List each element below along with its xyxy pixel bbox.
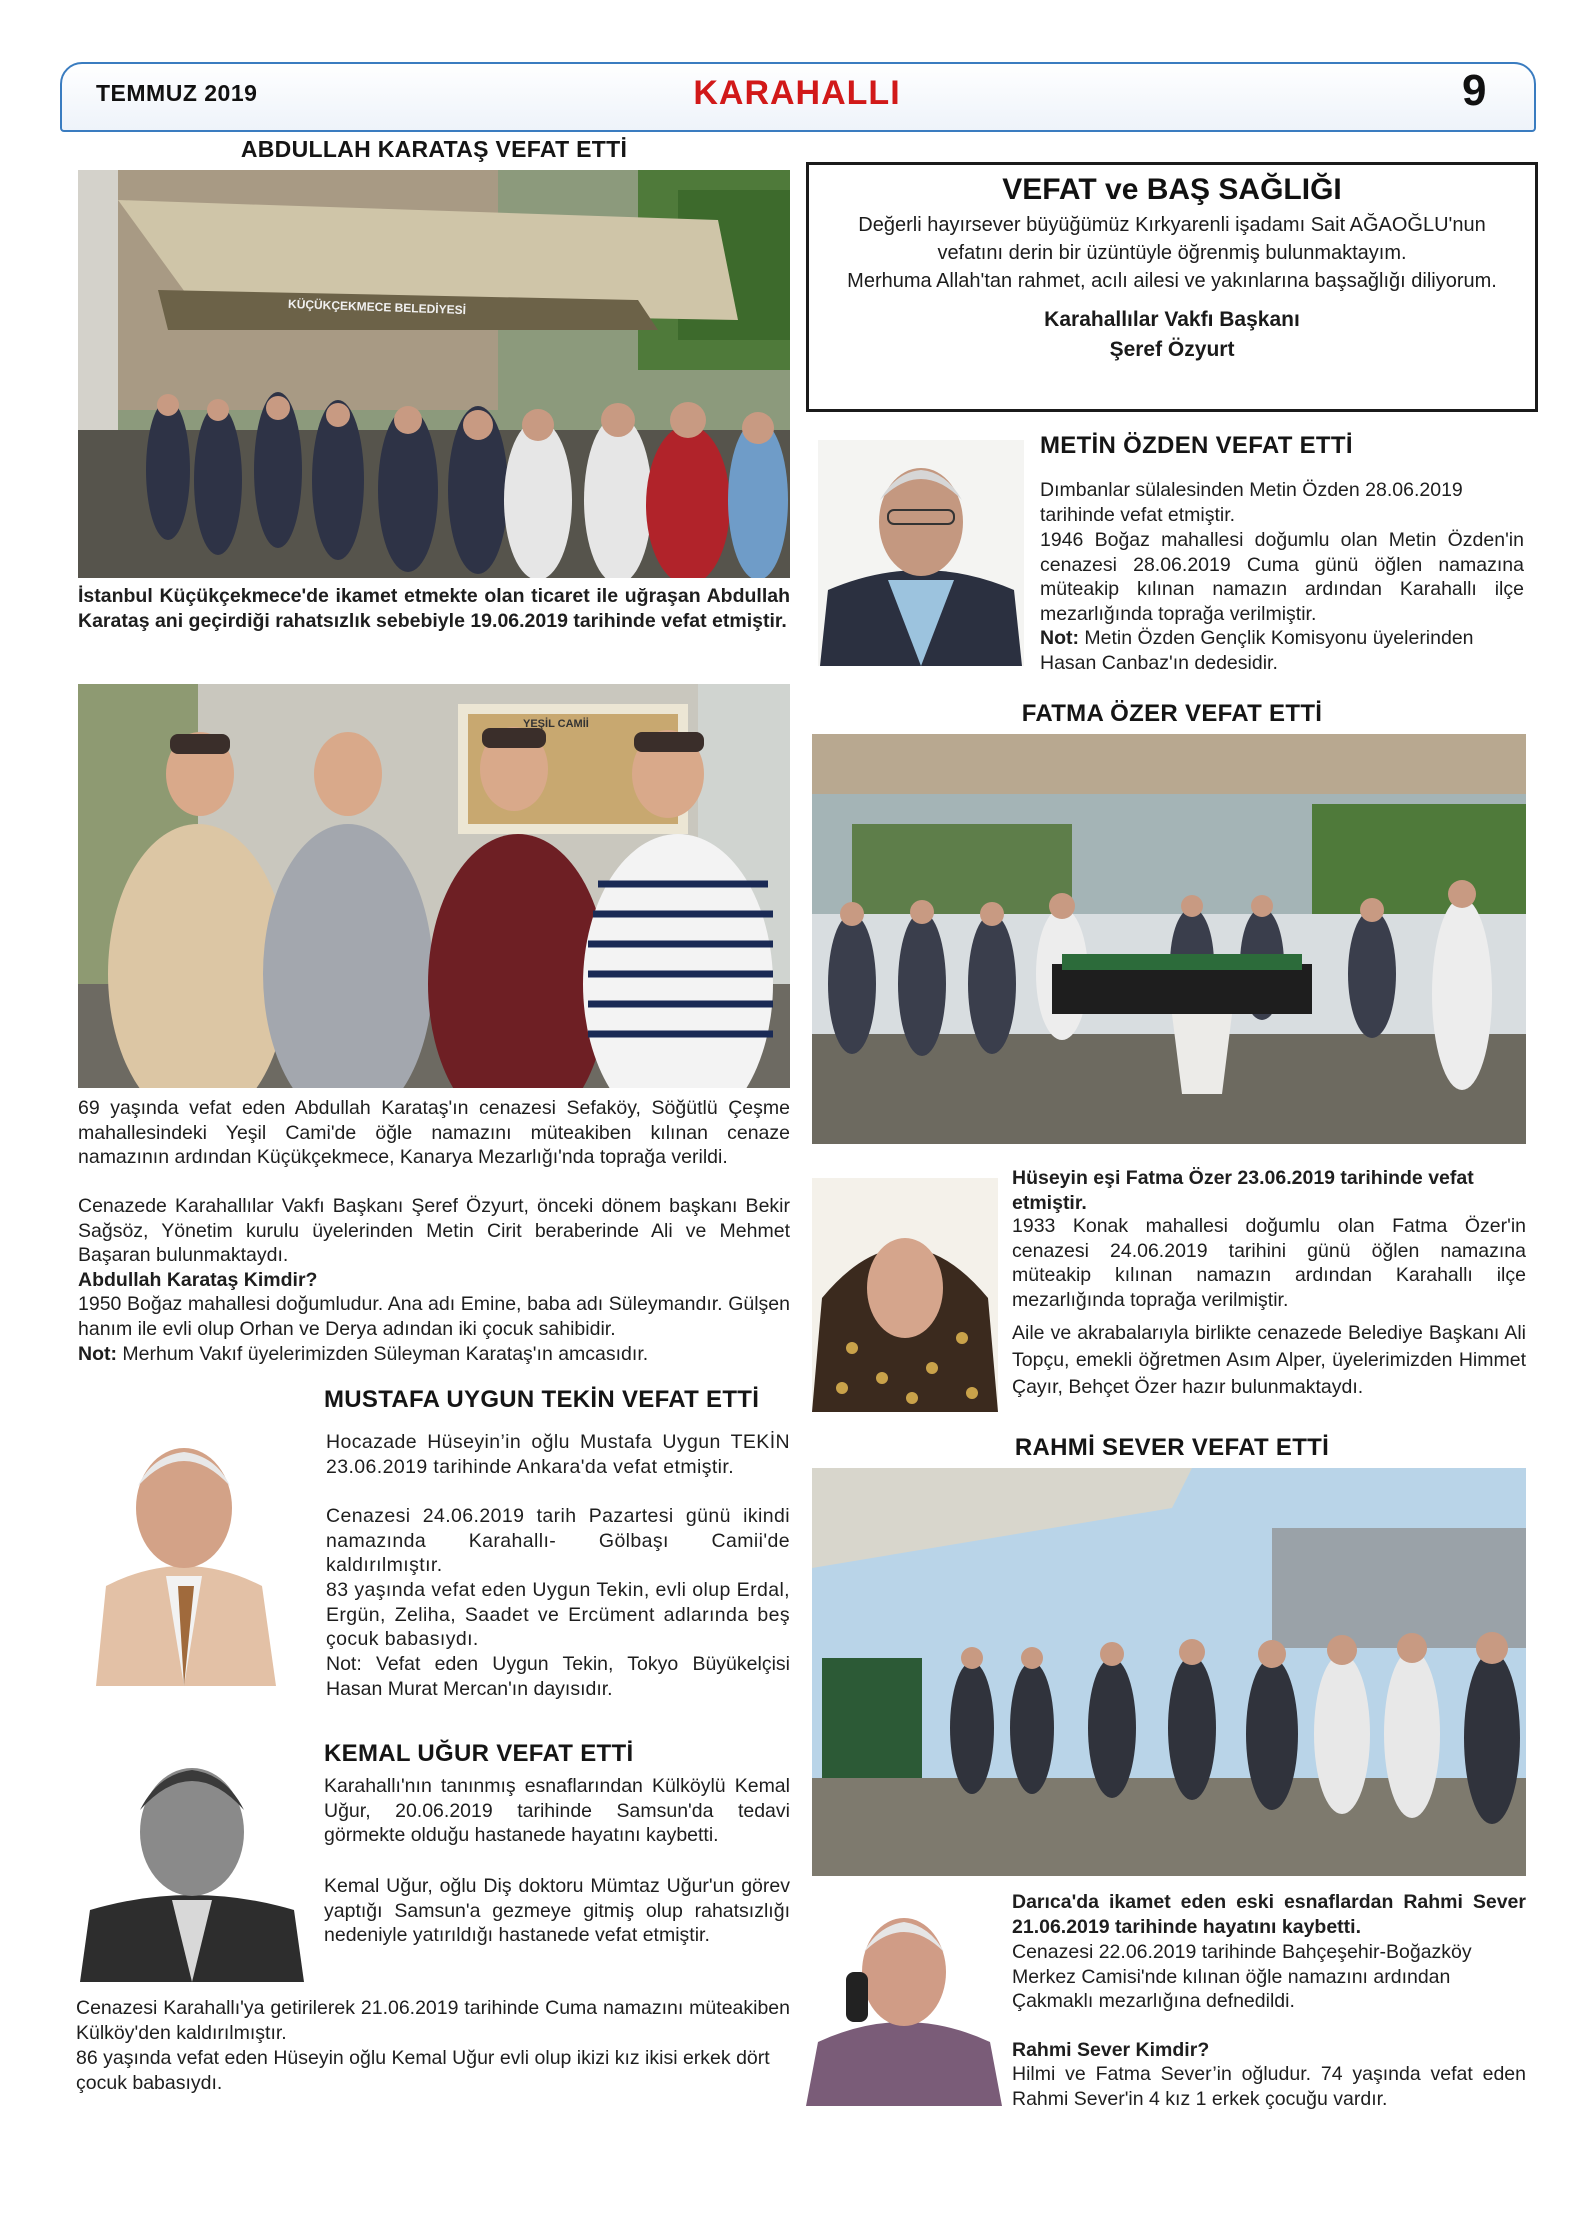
fatma-p2: Aile ve akrabalarıyla birlikte cenazede Belediye Başkanı Ali Topçu, emekli öğretmen Asım Alper, üyelerimizden Himmet Çayır, Behçet Özer hazır bulunmaktaydı. xyxy=(1012,1322,1526,1398)
abdullah-heading: ABDULLAH KARATAŞ VEFAT ETTİ xyxy=(240,136,628,162)
mustafa-p4: Not: Vefat eden Uygun Tekin, Tokyo Büyükelçisi Hasan Murat Mercan'ın dayısıdır. xyxy=(326,1653,790,1700)
abdullah-caption: İstanbul Küçükçekmece'de ikamet etmekte olan ticaret ile uğraşan Abdullah Karataş ani geçirdiği rahatsızlık sebebiyle 19.06.2019 tarihinde vefat etmiştir. xyxy=(78,585,790,632)
abdullah-body-2: Cenazede Karahallılar Vakfı Başkanı Şeref Özyurt, önceki dönem başkanı Bekir Sağsöz, Yönetim kurulu üyelerinden Metin Cirit beraberinde Ali ve Mehmet Başaran bulunmaktaydı. xyxy=(78,1195,790,1267)
metin-note xyxy=(1040,626,1524,675)
note-body: Merhum Vakıf üyelerimizden Süleyman Karataş'ın amcasıdır. xyxy=(122,1343,649,1365)
fatma-heading: FATMA ÖZER VEFAT ETTİ xyxy=(1021,700,1323,727)
note-label: Not: xyxy=(78,1343,117,1365)
metin-p1: Dımbanlar sülalesinden Metin Özden 28.06.2019 tarihinde vefat etmiştir. xyxy=(1040,479,1463,526)
note-body: Metin Özden Gençlik Komisyonu üyelerinden Hasan Canbaz'ın dedesidir. xyxy=(1040,627,1474,674)
metin-portrait xyxy=(818,440,1024,666)
abdullah-funeral-photo xyxy=(78,170,790,578)
kemal-p3: Cenazesi Karahallı'ya getirilerek 21.06.2019 tarihinde Cuma namazını müteakiben Külköy'den kaldırılmıştır. xyxy=(76,1997,790,2044)
mustafa-p1: Hocazade Hüseyin’in oğlu Mustafa Uygun TEKİN 23.06.2019 tarihinde Ankara'da vefat etmiştir. xyxy=(326,1431,790,1478)
rahmi-kimdir-body: Hilmi ve Fatma Sever’in oğludur. 74 yaşında vefat eden Rahmi Sever'in 4 kız 1 erkek çocuğu vardır. xyxy=(1012,2063,1526,2110)
metin-p2: 1946 Boğaz mahallesi doğumlu olan Metin Özden'in cenazesi 28.06.2019 Cuma günü öğlen namazına müteakip kılınan namazın ardından Karahallı ilçe mezarlığında toprağa verilmiştir. xyxy=(1040,529,1524,625)
fatma-p1: 1933 Konak mahallesi doğumlu olan Fatma Özer'in cenazesi 24.06.2019 tarihini günü öğlen namazına müteakip kılınan namazın ardından Karahallı ilçe mezarlığında toprağa verilmiştir. xyxy=(1012,1215,1526,1311)
photo-sign: YEŞİL CAMİİ xyxy=(523,718,589,730)
condolence-box xyxy=(806,162,1538,412)
kemal-p1: Karahallı'nın tanınmış esnaflarından Külköylü Kemal Uğur, 20.06.2019 tarihinde Samsun'da tedavi görmekte olduğu hastanede hayatını kaybetti. xyxy=(324,1775,790,1847)
kemal-p2: Kemal Uğur, oğlu Diş doktoru Mümtaz Uğur'un görev yaptığı Samsun'a gezmeye gitmiş olup rahatsızlığı nedeniyle yatırıldığı hastanede vefat etmiştir. xyxy=(324,1875,790,1947)
photo-sign: KÜÇÜKÇEKMECE BELEDİYESİ xyxy=(287,296,467,318)
condolence-message xyxy=(809,211,1535,295)
abdullah-kimdir-heading: Abdullah Karataş Kimdir? xyxy=(78,1269,318,1291)
abdullah-kimdir-body: 1950 Boğaz mahallesi doğumludur. Ana adı Emine, baba adı Süleymandır. Gülşen hanım ile evli olup Orhan ve Derya adından iki çocuk sahibidir. xyxy=(78,1293,790,1340)
abdullah-group-photo xyxy=(78,684,790,1088)
condolence-line: Değerli hayırsever büyüğümüz Kırkyarenli işadamı Sait AĞAOĞLU'nun xyxy=(858,214,1486,236)
rahmi-lead: Darıca'da ikamet eden eski esnaflardan Rahmi Sever 21.06.2019 tarihinde hayatını kaybetti. xyxy=(1012,1891,1526,1938)
condolence-line: vefatını derin bir üzüntüyle öğrenmiş bulunmaktayım. xyxy=(937,242,1407,264)
fatma-funeral-photo xyxy=(812,734,1526,1144)
abdullah-body-1: 69 yaşında vefat eden Abdullah Karataş'ın cenazesi Sefaköy, Söğütlü Çeşme mahallesindeki Yeşil Cami'de öğle namazını müteakiben kılınan cenaze namazının ardından Küçükçekmece, Kanarya Mezarlığı'nda toprağa verildi. xyxy=(78,1097,790,1169)
rahmi-kimdir-heading: Rahmi Sever Kimdir? xyxy=(1012,2039,1210,2061)
issue-date: TEMMUZ 2019 xyxy=(96,80,258,106)
condolence-title: VEFAT ve BAŞ SAĞLIĞI xyxy=(1002,173,1342,206)
signer-name: Şeref Özyurt xyxy=(1109,338,1235,361)
kemal-portrait xyxy=(76,1740,308,1982)
mustafa-p2: Cenazesi 24.06.2019 tarih Pazartesi günü ikindi namazında Karahallı- Gölbaşı Camii'de kaldırılmıştır. xyxy=(326,1505,790,1577)
signer-title: Karahallılar Vakfı Başkanı xyxy=(1044,308,1300,331)
fatma-lead: Hüseyin eşi Fatma Özer 23.06.2019 tarihinde vefat etmiştir. xyxy=(1012,1167,1474,1214)
mustafa-heading: MUSTAFA UYGUN TEKİN VEFAT ETTİ xyxy=(324,1386,760,1413)
rahmi-heading: RAHMİ SEVER VEFAT ETTİ xyxy=(1014,1434,1330,1461)
metin-heading: METİN ÖZDEN VEFAT ETTİ xyxy=(1040,432,1353,459)
condolence-signature xyxy=(809,305,1535,365)
abdullah-note xyxy=(78,1342,790,1367)
kemal-heading: KEMAL UĞUR VEFAT ETTİ xyxy=(324,1740,634,1767)
mustafa-portrait xyxy=(86,1416,282,1686)
condolence-line: Merhuma Allah'tan rahmet, acılı ailesi ve yakınlarına başsağlığı diliyorum. xyxy=(847,270,1497,292)
publication-title: KARAHALLI xyxy=(693,74,901,112)
page-number: 9 xyxy=(1462,66,1487,115)
mustafa-p3: 83 yaşında vefat eden Uygun Tekin, evli olup Erdal, Ergün, Zeliha, Saadet ve Ercüment adlarında beş çocuk babasıydı. xyxy=(326,1579,790,1651)
rahmi-p1: Cenazesi 22.06.2019 tarihinde Bahçeşehir-Boğazköy Merkez Camisi'nde kılınan öğle namazını ardından Çakmaklı mezarlığına defnedildi. xyxy=(1012,1941,1472,2013)
kemal-p4: 86 yaşında vefat eden Hüseyin oğlu Kemal Uğur evli olup ikizi kız ikisi erkek dört çocuk babasıydı. xyxy=(76,2047,770,2094)
fatma-portrait xyxy=(812,1178,998,1412)
rahmi-funeral-photo xyxy=(812,1468,1526,1876)
rahmi-portrait xyxy=(806,1892,1002,2106)
note-label: Not: xyxy=(1040,627,1079,649)
